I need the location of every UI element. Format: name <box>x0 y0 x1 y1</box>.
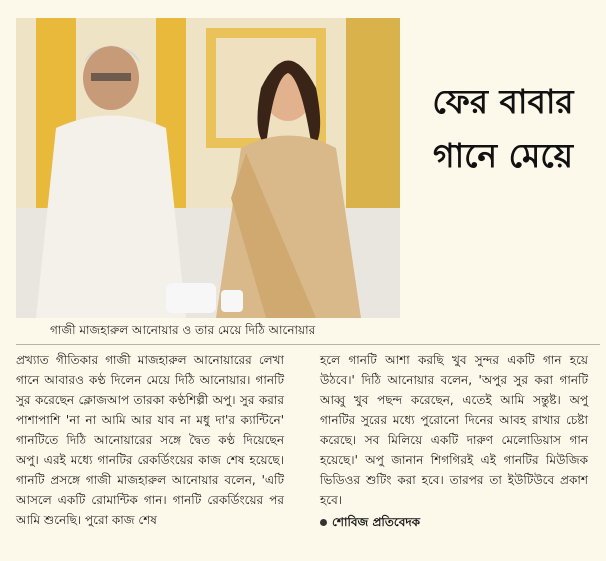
divider <box>16 344 600 345</box>
photo-caption: গাজী মাজহারুল আনোয়ার ও তার মেয়ে দিঠি আনোয়ার <box>50 323 316 337</box>
body-column-left: প্রখ্যাত গীতিকার গাজী মাজহারুল আনোয়ারের লেখা গানে আবারও কণ্ঠ দিলেন মেয়ে দিঠি আনোয়ার। গানটি সুর করেছেন ক্লোজআপ তারকা কণ্ঠশিল্পী অপু। সুর করার পাশাপাশি 'না না আমি আর যাব না মধু দা'র ক্যান্টিনে' গানটিতে দিঠি আনোয়ারের সঙ্গে দ্বৈত কণ্ঠ দিয়েছেন অপু। এরই মধ্যে গানটির রেকর্ডিংয়ের কাজ শেষ হয়েছে। গানটি প্রসঙ্গে গাজী মাজহারুল আনোয়ার বলেন, 'এটি আসলে একটি রোমান্টিক গান। গানটি রেকর্ডিংয়ের পর আমি শুনেছি। পুরো কাজ শেষ <box>16 353 284 527</box>
byline <box>320 512 588 532</box>
body-right-text: হলে গানটি আশা করছি খুব সুন্দর একটি গান হয়ে উঠবে।' দিঠি আনোয়ার বলেন, 'অপুর সুর করা গানটি আব্বু খুব পছন্দ করেছেন, এতেই আমি সন্তুষ্ট। অপু গানটির সুরের মধ্যে পুরোনো দিনের আবহ রাখার চেষ্টা করেছে। সব মিলিয়ে একটি দারুণ মেলোডিয়াস গান হয়েছে।' অপু জানান শিগগিরই এই গানটির মিউজিক ভিডিওর শুটিং করা হবে। তারপর তা ইউটিউবে প্রকাশ হবে। <box>320 353 588 507</box>
headline <box>405 75 601 183</box>
headline-line-2: গানে মেয়ে <box>432 136 574 175</box>
body-column-right <box>320 350 588 532</box>
article-photo <box>16 18 400 318</box>
bullet-icon <box>320 519 327 526</box>
byline-text: শোবিজ প্রতিবেদক <box>332 515 421 529</box>
headline-line-1: ফের বাবার <box>432 82 574 121</box>
